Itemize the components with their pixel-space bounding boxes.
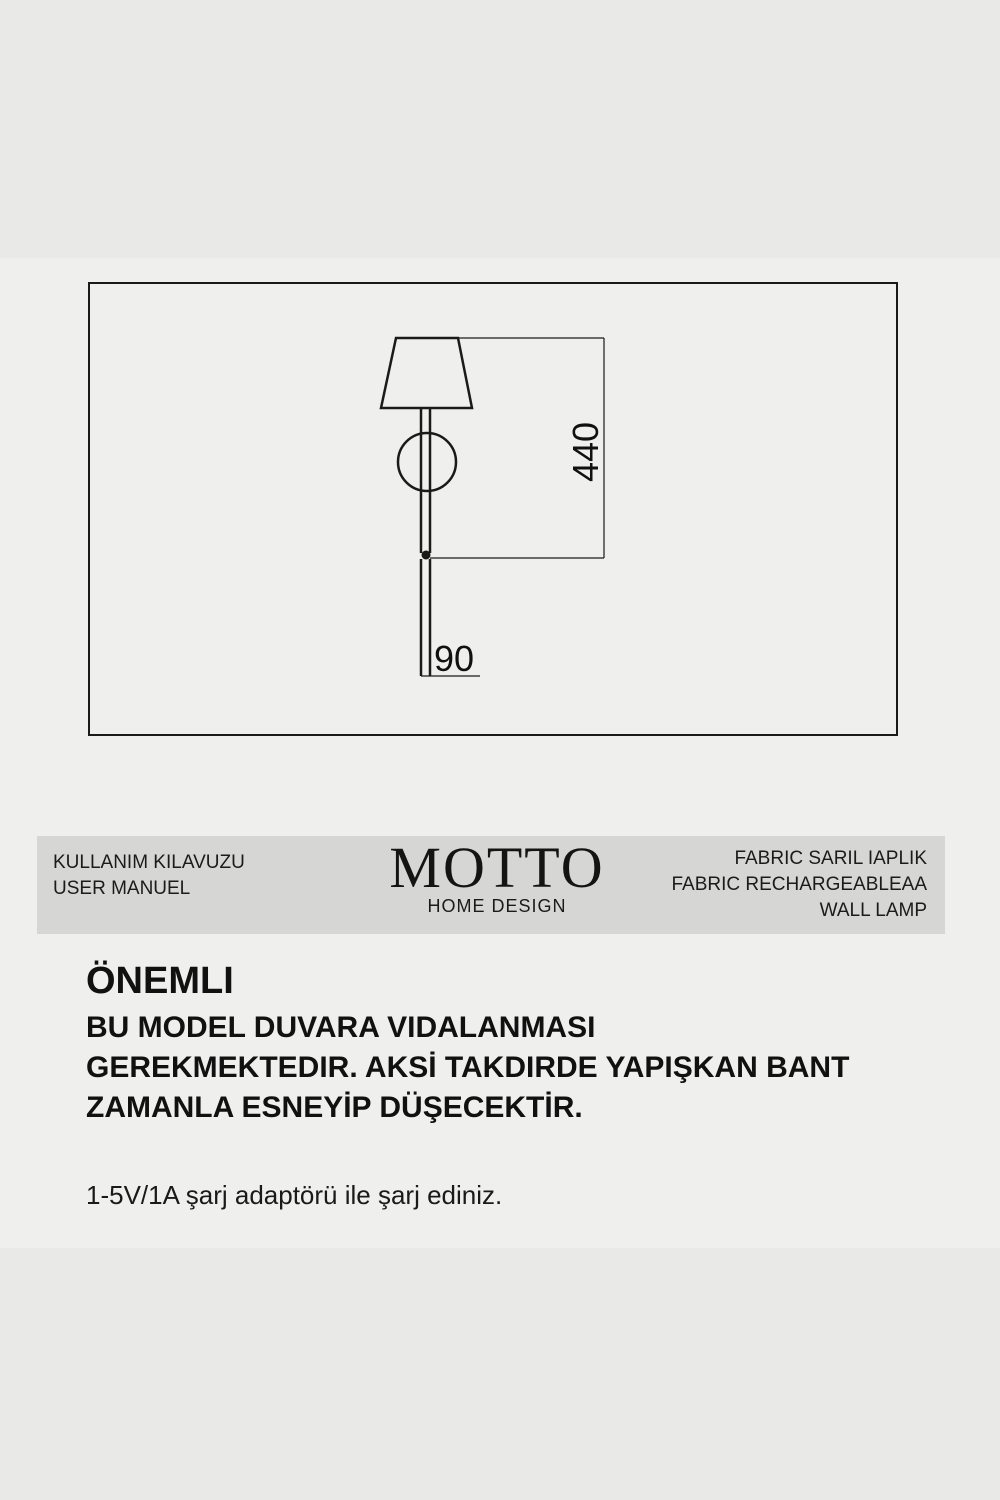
brand-name: MOTTO: [389, 835, 605, 900]
charging-instruction: 1-5V/1A şarj adaptörü ile şarj ediniz.: [86, 1180, 503, 1210]
brand-logo: [347, 836, 647, 917]
important-notice: [86, 958, 946, 1128]
stem-joint: [422, 551, 430, 559]
product-name-line-3: WALL LAMP: [819, 900, 927, 921]
notice-title: ÖNEMLI: [86, 960, 234, 1002]
manual-header-band: [37, 836, 945, 934]
product-name-line-1: FABRIC SARIL IAPLIK: [734, 848, 927, 869]
product-name-line-2: FABRIC RECHARGEABLEAA: [671, 874, 927, 895]
product-name: [671, 846, 927, 924]
notice-line: ZAMANLA ESNEYİP DÜŞECEKTİR.: [86, 1091, 583, 1124]
wall-mount-disc: [398, 433, 456, 491]
notice-line: GEREKMEKTEDIR. AKSİ TAKDIRDE YAPIŞKAN BANT: [86, 1051, 850, 1084]
manual-label-english: USER MANUEL: [53, 878, 191, 899]
notice-line: BU MODEL DUVARA VIDALANMASI: [86, 1011, 596, 1044]
manual-type-label: [53, 850, 245, 902]
manual-label-turkish: KULLANIM KILAVUZU: [53, 852, 245, 873]
brand-subtitle: HOME DESIGN: [427, 896, 567, 916]
height-dimension-label: 440: [565, 421, 606, 483]
lamp-shade-outline: [381, 338, 472, 408]
width-dimension-label: 90: [434, 638, 475, 679]
